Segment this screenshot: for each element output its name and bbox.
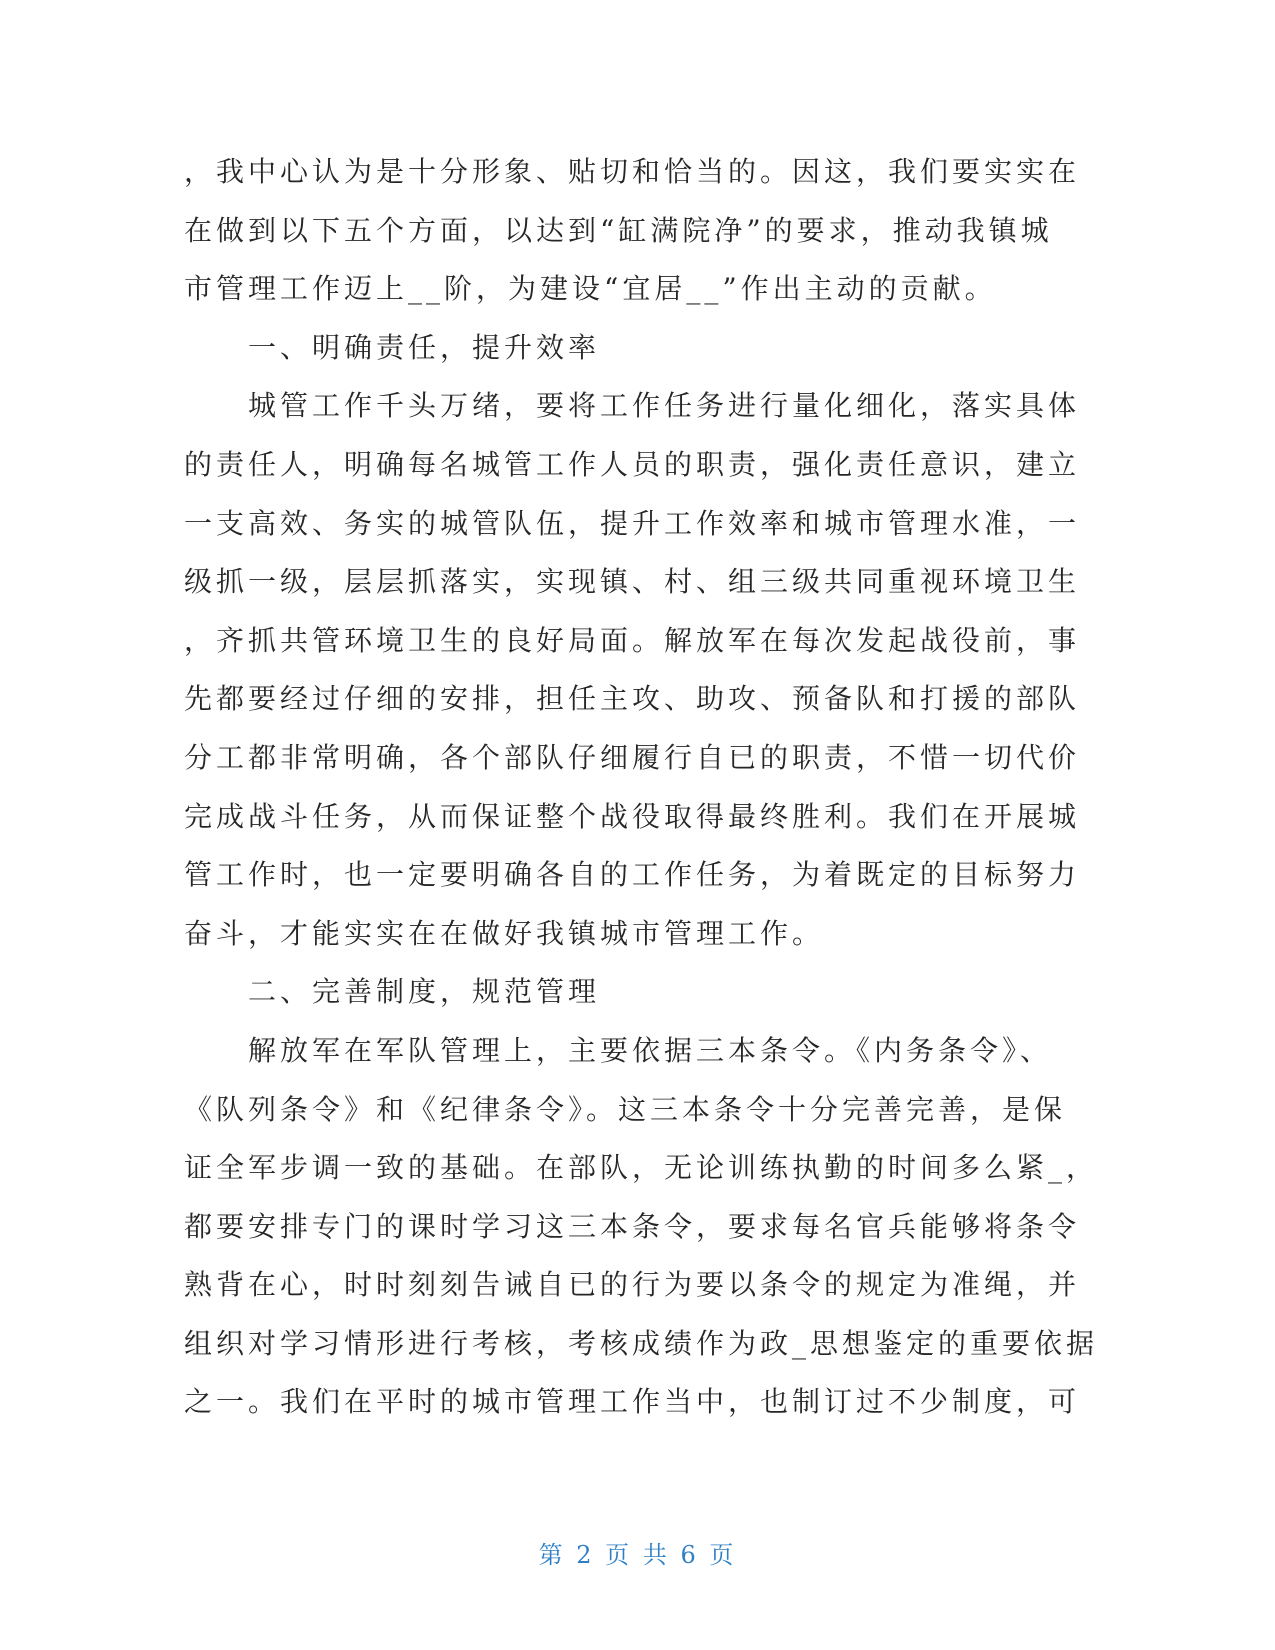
section-heading-1: 一、明确责任，提升效率 (184, 330, 601, 364)
text-line: 都要安排专门的课时学习这三本条令，要求每名官兵能够将条令 (184, 1209, 1081, 1243)
text-line: 城管工作千头万绪，要将工作任务进行量化细化，落实具体 (184, 389, 1081, 423)
text-line: 市管理工作迈上__阶，为建设“宜居__”作出主动的贡献。 (184, 272, 997, 306)
body-text (184, 143, 1099, 1432)
text-line: 证全军步调一致的基础。在部队，无论训练执勤的时间多么紧_， (184, 1151, 1099, 1185)
text-line: 《队列条令》和《纪律条令》。这三本条令十分完善完善，是保 (184, 1092, 1067, 1126)
text-line: 解放军在军队管理上，主要依据三本条令。《内务条令》、 (184, 1033, 1053, 1067)
footer-current-page: 2 (576, 1541, 595, 1569)
text-line: 组织对学习情形进行考核，考核成绩作为政_思想鉴定的重要依据 (184, 1326, 1099, 1360)
text-line: 的责任人，明确每名城管工作人员的职责，强化责任意识，建立 (184, 447, 1081, 481)
text-line: 之一。我们在平时的城市管理工作当中，也制订过不少制度，可 (184, 1385, 1081, 1419)
text-line: 管工作时，也一定要明确各自的工作任务，为着既定的目标努力 (184, 858, 1081, 892)
text-line: 奋斗，才能实实在在做好我镇城市管理工作。 (184, 916, 825, 950)
text-line: ，齐抓共管环境卫生的良好局面。解放军在每次发起战役前，事 (184, 623, 1081, 657)
footer-prefix: 第 (538, 1541, 566, 1569)
text-line: 先都要经过仔细的安排，担任主攻、助攻、预备队和打援的部队 (184, 682, 1081, 716)
section-heading-2: 二、完善制度，规范管理 (184, 975, 601, 1009)
footer-total-pages: 6 (680, 1541, 699, 1569)
text-line: 级抓一级，层层抓落实，实现镇、村、组三级共同重视环境卫生 (184, 565, 1081, 599)
footer-page-unit: 页 (605, 1541, 633, 1569)
page-number-footer (0, 1535, 1275, 1570)
footer-total-unit: 页 (709, 1541, 737, 1569)
footer-total-prefix: 共 (642, 1541, 670, 1569)
text-line: 熟背在心，时时刻刻告诫自已的行为要以条令的规定为准绳，并 (184, 1268, 1081, 1302)
text-line: 在做到以下五个方面，以达到“缸满院净”的要求，推动我镇城 (184, 213, 1053, 247)
text-line: 完成战斗任务，从而保证整个战役取得最终胜利。我们在开展城 (184, 799, 1081, 833)
text-line: 一支高效、务实的城管队伍，提升工作效率和城市管理水准，一 (184, 506, 1081, 540)
text-line: 分工都非常明确，各个部队仔细履行自已的职责，不惜一切代价 (184, 740, 1081, 774)
text-line: ，我中心认为是十分形象、贴切和恰当的。因这，我们要实实在 (184, 155, 1081, 188)
